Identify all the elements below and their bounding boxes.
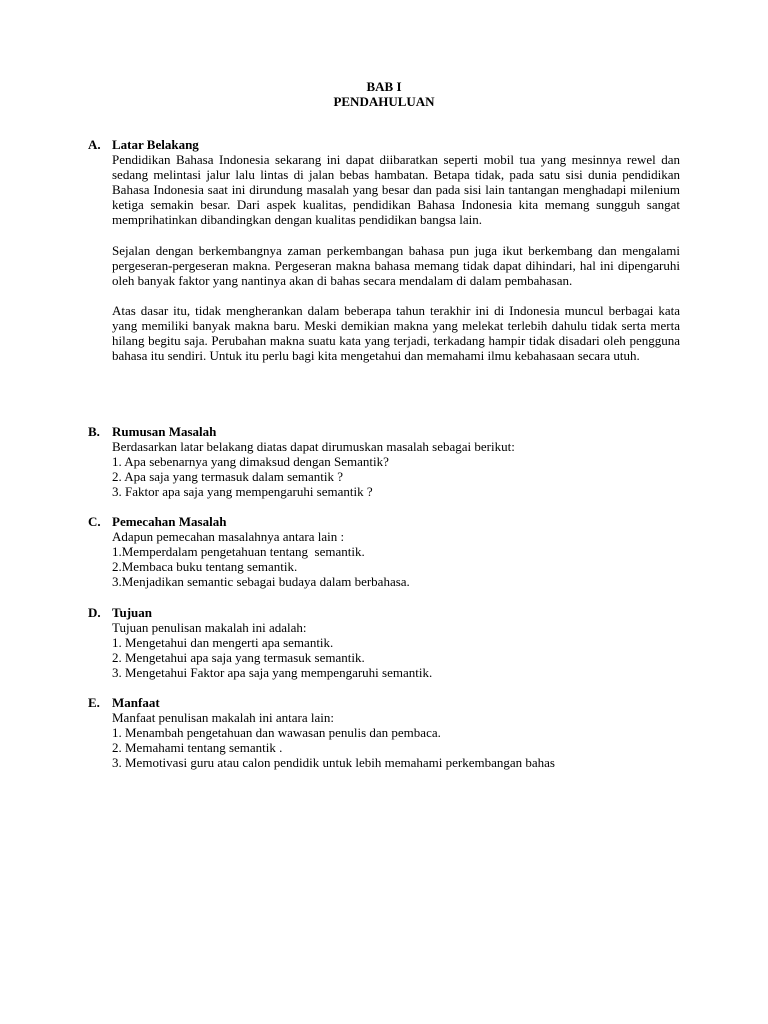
section-letter: B. xyxy=(88,424,100,439)
intro-line: Adapun pemecahan masalahnya antara lain : xyxy=(112,529,345,544)
section-letter: C. xyxy=(88,514,101,529)
section-heading xyxy=(88,605,680,620)
section-rumusan-masalah xyxy=(88,424,680,499)
section-body xyxy=(112,152,680,364)
section-heading xyxy=(88,424,680,439)
list-item: 2.Membaca buku tentang semantik. xyxy=(112,559,298,575)
intro-line: Manfaat penulisan makalah ini antara lain: xyxy=(112,710,334,725)
section-title: Manfaat xyxy=(112,695,160,710)
list-item: 3. Mengetahui Faktor apa saja yang mempengaruhi semantik. xyxy=(112,665,433,681)
section-body xyxy=(112,710,680,770)
section-letter: E. xyxy=(88,695,100,710)
paragraph: Atas dasar itu, tidak mengherankan dalam beberapa tahun terakhir ini di Indonesia muncul berbagai kata yang memiliki banyak makna baru. Meski demikian makna yang melekat terlebih dahulu tidak serta merta hilang begitu saja. Perubahan makna suatu kata yang terjadi, terkadang hampir tidak disadari oleh pengguna bahasa itu sendiri. Untuk itu perlu bagi kita mengetahui dan memahami ilmu kebahasaan secara utuh. xyxy=(112,303,680,364)
section-latar-belakang xyxy=(88,137,680,364)
intro-line: Tujuan penulisan makalah ini adalah: xyxy=(112,620,307,635)
intro-line: Berdasarkan latar belakang diatas dapat dirumuskan masalah sebagai berikut: xyxy=(112,439,515,454)
section-pemecahan-masalah xyxy=(88,514,680,589)
list-item: 3. Faktor apa saja yang mempengaruhi semantik ? xyxy=(112,484,373,500)
list-item: 1.Memperdalam pengetahuan tentang semantik. xyxy=(112,544,365,560)
list-item: 3. Memotivasi guru atau calon pendidik untuk lebih memahami perkembangan bahas xyxy=(112,755,555,771)
section-title: Pemecahan Masalah xyxy=(112,514,227,529)
section-title: Latar Belakang xyxy=(112,137,199,152)
section-heading xyxy=(88,514,680,529)
chapter-number: BAB I xyxy=(366,79,402,94)
list-item: 1. Apa sebenarnya yang dimaksud dengan Semantik? xyxy=(112,454,389,470)
section-body xyxy=(112,529,680,589)
list-item: 2. Memahami tentang semantik . xyxy=(112,740,283,756)
section-body xyxy=(112,439,680,499)
section-body xyxy=(112,620,680,680)
list-item: 1. Menambah pengetahuan dan wawasan penulis dan pembaca. xyxy=(112,725,441,741)
section-title: Rumusan Masalah xyxy=(112,424,217,439)
section-heading xyxy=(88,137,680,152)
section-letter: A. xyxy=(88,137,101,152)
list-item: 1. Mengetahui dan mengerti apa semantik. xyxy=(112,635,334,651)
chapter-title: PENDAHULUAN xyxy=(333,94,435,109)
paragraph: Pendidikan Bahasa Indonesia sekarang ini dapat diibaratkan seperti mobil tua yang mesinnya rewel dan sedang melintasi jalur lalu lintas di jalan bebas hambatan. Betapa tidak, pada satu sisi dunia pendidikan Bahasa Indonesia saat ini dirundung masalah yang besar dan pada sisi lain tantangan menghadapi milenium ketiga semakin besar. Dari aspek kualitas, pendidikan Bahasa Indonesia kita memang sungguh sangat memprihatinkan dibandingkan dengan kualitas pendidikan bangsa lain. xyxy=(112,152,680,228)
section-letter: D. xyxy=(88,605,101,620)
list-item: 3.Menjadikan semantic sebagai budaya dalam berbahasa. xyxy=(112,574,410,590)
section-manfaat xyxy=(88,695,680,770)
section-tujuan xyxy=(88,605,680,680)
section-title: Tujuan xyxy=(112,605,152,620)
section-heading xyxy=(88,695,680,710)
list-item: 2. Mengetahui apa saja yang termasuk semantik. xyxy=(112,650,365,666)
paragraph: Sejalan dengan berkembangnya zaman perkembangan bahasa pun juga ikut berkembang dan mengalami pergeseran-pergeseran makna. Pergeseran makna bahasa memang tidak dapat dihindari, hal ini dipengaruhi oleh banyak faktor yang nantinya akan di bahas secara mendalam di dalam pembahasan. xyxy=(112,242,680,288)
list-item: 2. Apa saja yang termasuk dalam semantik ? xyxy=(112,469,344,485)
